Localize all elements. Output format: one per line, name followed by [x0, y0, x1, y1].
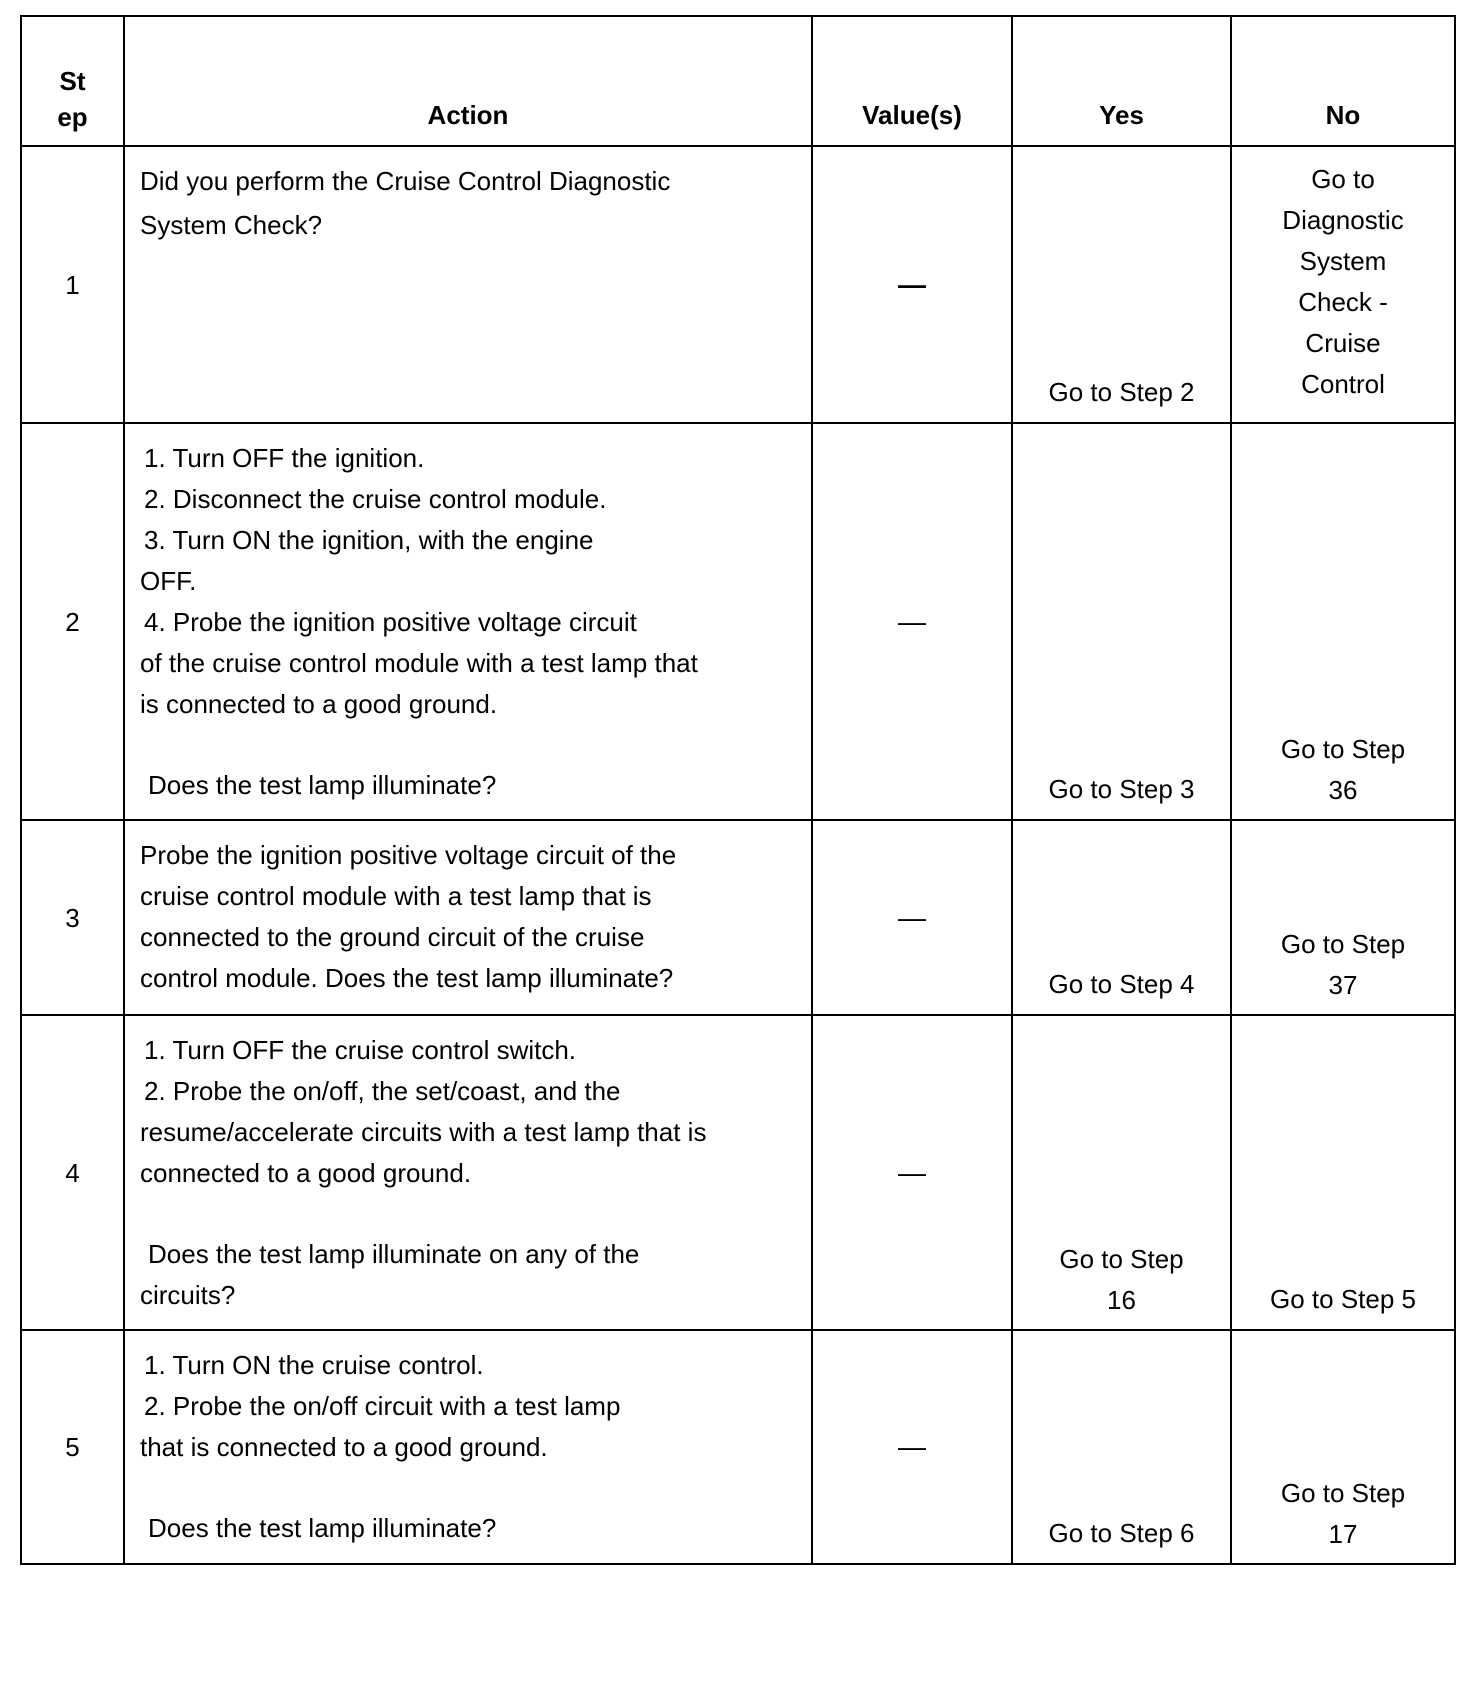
action-cell	[124, 423, 812, 820]
action-line: is connected to a good ground.	[140, 689, 498, 719]
header-no: No	[1231, 16, 1455, 146]
action-line: 1. Turn ON the cruise control.	[144, 1350, 484, 1380]
action-line: of the cruise control module with a test lamp that	[140, 648, 698, 678]
header-action: Action	[124, 16, 812, 146]
header-step-line1: St	[59, 66, 86, 96]
action-line: 1. Turn OFF the ignition.	[144, 443, 425, 473]
action-cell	[124, 1330, 812, 1564]
action-line: that is connected to a good ground.	[140, 1432, 548, 1462]
action-line	[140, 725, 801, 765]
step-number: 2	[65, 606, 80, 637]
yes-action: Go to Step 6	[1048, 1517, 1195, 1548]
action-line: cruise control module with a test lamp that is	[140, 881, 652, 911]
action-cell	[124, 820, 812, 1015]
value-cell	[812, 423, 1012, 820]
action-line: 3. Turn ON the ignition, with the engine	[144, 525, 594, 555]
no-action: Go to Step 5	[1270, 1283, 1416, 1314]
header-yes: Yes	[1012, 16, 1231, 146]
action-line: OFF.	[140, 566, 197, 596]
step-cell	[21, 1330, 124, 1564]
yes-cell	[1012, 146, 1231, 423]
action-line: Does the test lamp illuminate on any of the	[148, 1239, 640, 1269]
value-cell	[812, 146, 1012, 423]
value-dash: —	[898, 1156, 926, 1188]
yes-cell	[1012, 820, 1231, 1015]
step-number: 5	[65, 1431, 80, 1462]
yes-action: Go to Step 2	[1048, 376, 1195, 407]
value-cell	[812, 820, 1012, 1015]
yes-action: Go to Step 4	[1048, 968, 1195, 999]
no-action: Go to Diagnostic System Check - Cruise Control	[1282, 164, 1404, 399]
action-line: resume/accelerate circuits with a test lamp that is	[140, 1117, 707, 1147]
no-cell	[1231, 820, 1455, 1015]
yes-cell	[1012, 1330, 1231, 1564]
action-cell	[124, 1015, 812, 1330]
no-cell	[1231, 423, 1455, 820]
no-cell	[1231, 146, 1455, 423]
yes-action: Go to Step 3	[1048, 773, 1195, 804]
action-line: connected to the ground circuit of the cruise	[140, 922, 645, 952]
value-cell	[812, 1330, 1012, 1564]
no-action: Go to Step 17	[1280, 1478, 1406, 1549]
no-action: Go to Step 36	[1280, 734, 1406, 805]
action-line	[140, 1194, 801, 1234]
action-line: System Check?	[140, 210, 323, 241]
header-step	[21, 16, 124, 146]
table-row	[21, 423, 1455, 820]
header-row	[21, 16, 1455, 146]
step-cell	[21, 820, 124, 1015]
diagnostic-table	[20, 15, 1456, 1565]
value-dash: —	[898, 268, 926, 300]
action-line: Does the test lamp illuminate?	[148, 770, 497, 800]
action-line: 2. Disconnect the cruise control module.	[144, 484, 607, 514]
action-line	[140, 1468, 801, 1508]
yes-cell	[1012, 1015, 1231, 1330]
action-line: circuits?	[140, 1280, 236, 1310]
no-action: Go to Step 37	[1280, 929, 1406, 1000]
yes-action: Go to Step 16	[1059, 1244, 1184, 1315]
step-cell	[21, 1015, 124, 1330]
action-cell	[124, 146, 812, 423]
step-number: 4	[65, 1157, 80, 1188]
action-line: Does the test lamp illuminate?	[148, 1513, 497, 1543]
action-line: Did you perform the Cruise Control Diagnostic	[140, 166, 671, 196]
value-dash: —	[898, 1430, 926, 1462]
header-step-line2: ep	[57, 102, 88, 132]
action-line: 4. Probe the ignition positive voltage circuit	[144, 607, 637, 637]
value-dash: —	[898, 901, 926, 933]
action-line: connected to a good ground.	[140, 1158, 472, 1188]
table-row	[21, 1330, 1455, 1564]
action-line: control module. Does the test lamp illuminate?	[140, 963, 674, 993]
header-values: Value(s)	[812, 16, 1012, 146]
yes-cell	[1012, 423, 1231, 820]
step-number: 3	[65, 902, 80, 933]
step-cell	[21, 423, 124, 820]
step-number: 1	[65, 269, 80, 300]
table-row	[21, 146, 1455, 423]
step-cell	[21, 146, 124, 423]
no-cell	[1231, 1015, 1455, 1330]
action-line: Probe the ignition positive voltage circuit of the	[140, 840, 677, 870]
action-line: 2. Probe the on/off circuit with a test lamp	[144, 1391, 621, 1421]
action-line: 2. Probe the on/off, the set/coast, and the	[144, 1076, 621, 1106]
value-cell	[812, 1015, 1012, 1330]
action-line: 1. Turn OFF the cruise control switch.	[144, 1035, 577, 1065]
table-row	[21, 820, 1455, 1015]
table-row	[21, 1015, 1455, 1330]
value-dash: —	[898, 605, 926, 637]
no-cell	[1231, 1330, 1455, 1564]
